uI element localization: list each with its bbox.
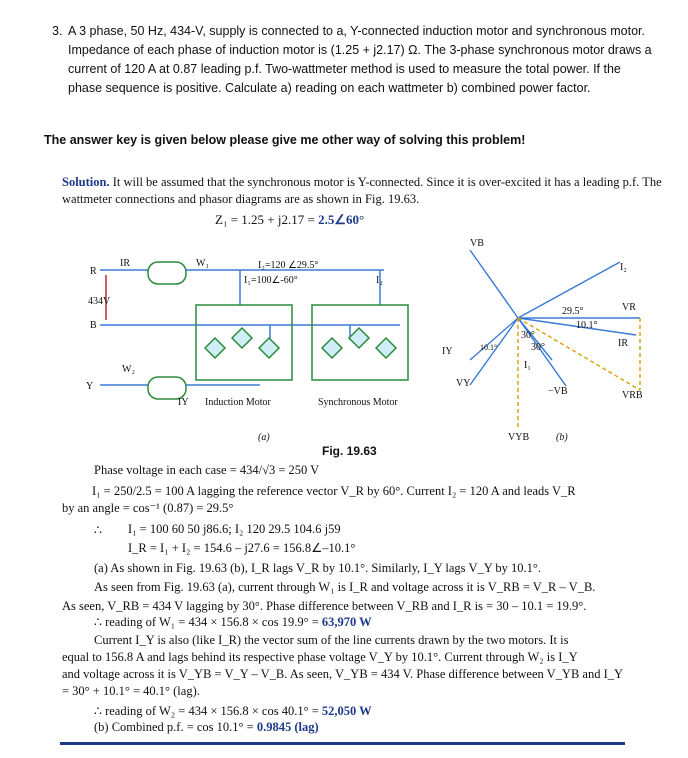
impedance-eq-lhs: Z₁ = 1.25 + j2.17 =	[215, 212, 315, 227]
impedance-eq-value: 2.5∠60°	[318, 212, 365, 227]
w1-reading-value: 63,970 W	[321, 615, 372, 629]
line-ir: I_R = I₁ + I₂ = 154.6 – j27.6 = 156.8∠–10.1°	[128, 541, 356, 555]
question-number: 3.	[52, 24, 63, 38]
phasor-vb	[470, 250, 518, 318]
label-r: R	[90, 266, 97, 277]
label-10-1b: 10.1°	[480, 343, 498, 352]
label-w2: W₂	[122, 364, 135, 375]
label-vb: VB	[470, 238, 484, 249]
label-ir-phasor: IR	[618, 338, 628, 349]
line-w2-reading	[94, 703, 372, 719]
w2-reading-text: ∴ reading of W₂ = 434 × 156.8 × cos 40.1° =	[94, 704, 319, 718]
label-y: Y	[86, 381, 94, 392]
question-text: A 3 phase, 50 Hz, 434-V, supply is connected to a, Y-connected induction motor and synchronous motor. Impedance of each phase of induction motor is (1.25 + j2.17) Ω. The 3-phase synchronous motor draws a current of 120 A at 0.87 leading p.f. Two-wattmeter method is used to measure the total power. If the phase sequence is positive. Calculate a) reading on each wattmeter b) combined power factor.	[68, 24, 652, 95]
bottom-rule	[60, 742, 625, 745]
label-vrb: VRB	[622, 390, 643, 401]
label-iy-phasor: IY	[442, 346, 453, 357]
line-therefore: ∴	[94, 523, 102, 537]
w2-reading-value: 52,050 W	[321, 704, 372, 718]
phasor-iy	[470, 318, 518, 360]
line-current-iy: Current I_Y is also (like I_R) the vector sum of the line currents drawn by the two motors. It is	[94, 633, 569, 647]
line-w1-current: As seen from Fig. 19.63 (a), current through W₁ is I_R and voltage across it is V_RB = V_R – V_B.	[94, 580, 596, 594]
label-30-b: 30°	[531, 342, 545, 353]
line-vrb: As seen, V_RB = 434 V lagging by 30°. Phase difference between V_RB and I_R is = 30 – 10.1 = 19.9°.	[62, 599, 587, 613]
line-angle: by an angle = cos⁻¹ (0.87) = 29.5°	[62, 501, 234, 515]
line-w1-reading	[94, 614, 372, 630]
label-i2-phasor: I₂	[620, 262, 627, 273]
label-iy: IY	[178, 397, 189, 408]
combined-pf-text: (b) Combined p.f. = cos 10.1° =	[94, 720, 254, 734]
label-434v: 434V	[88, 296, 111, 307]
label-10-1: 10.1°	[576, 320, 598, 331]
label-i2-120: I₂=120 ∠29.5°	[258, 260, 319, 271]
label-i2b: I₂	[376, 275, 383, 286]
label-sub-a: (a)	[258, 432, 270, 443]
wattmeter-w1	[148, 262, 186, 284]
label-neg-vb: −VB	[548, 386, 568, 397]
label-w1: W₁	[196, 258, 209, 269]
label-vy: VY	[456, 378, 471, 389]
line-currents: I₁ = 100 60 50 j86.6; I₂ 120 29.5 104.6 j59	[128, 522, 341, 536]
solution-intro-text: It will be assumed that the synchronous motor is Y-connected. Since it is over-excited it has a leading p.f. The wattmeter connections and phasor diagrams are as shown in Fig. 19.63.	[62, 175, 662, 206]
line-i1: I₁ = 250/2.5 = 100 A lagging the reference vector V_R by 60°. Current I₂ = 120 A and leads V_R	[92, 484, 576, 498]
line-a: (a) As shown in Fig. 19.63 (b), I_R lags V_R by 10.1°. Similarly, I_Y lags V_Y by 10.1°.	[94, 561, 542, 575]
label-synchronous-motor: Synchronous Motor	[318, 397, 398, 408]
line-voltage-across: and voltage across it is V_YB = V_Y – V_B. As seen, V_YB = 434 V. Phase difference between V_YB and I_Y	[62, 667, 624, 681]
line-equal: equal to 156.8 A and lags behind its respective phase voltage V_Y by 10.1°. Current through W₂ is I_Y	[62, 650, 578, 664]
line-phase-voltage: Phase voltage in each case = 434/√3 = 250 V	[94, 463, 320, 477]
combined-pf-value: 0.9845 (lag)	[256, 720, 319, 734]
label-sub-b: (b)	[556, 432, 568, 443]
line-lag: = 30° + 10.1° = 40.1° (lag).	[62, 684, 200, 698]
request-text: The answer key is given below please give me other way of solving this problem!	[44, 133, 526, 147]
label-30-a: 30°	[521, 330, 535, 341]
phasor-diagram	[470, 250, 640, 428]
label-b: B	[90, 320, 97, 331]
w1-reading-text: ∴ reading of W₁ = 434 × 156.8 × cos 19.9° =	[94, 615, 319, 629]
label-vr: VR	[622, 302, 636, 313]
wattmeter-w2	[148, 377, 186, 399]
label-29-5: 29.5°	[562, 306, 584, 317]
label-ir: IR	[120, 258, 130, 269]
line-combined-pf	[94, 720, 319, 735]
figure-caption: Fig. 19.63	[322, 444, 377, 458]
solution-label: Solution.	[62, 175, 110, 189]
label-induction-motor: Induction Motor	[205, 397, 271, 408]
label-i1-phasor: I₁	[524, 360, 531, 371]
label-i1-100: I₁=100∠-60°	[244, 275, 298, 286]
label-vyb: VYB	[508, 432, 530, 443]
